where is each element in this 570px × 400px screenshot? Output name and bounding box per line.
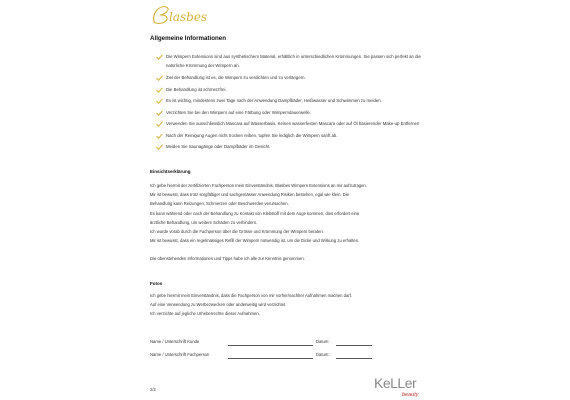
consent-text bbox=[150, 181, 430, 245]
gold-check-icon bbox=[156, 98, 163, 104]
signature-label: Name / Unterschrift Fachperson bbox=[150, 352, 210, 357]
acknowledgement-line: Die obenstehenden Informationen und Tipps habe ich alle zur Kenntnis genommen. bbox=[150, 256, 305, 261]
gold-check-icon bbox=[156, 121, 163, 127]
info-item-text: Die Wimpern Extensions sind aus synthetischem Material, erhältlich in unterschiedlichen Krümmungen. Sie passen sich perfekt an die natürliche Krümmung der Wimpern an. bbox=[166, 54, 421, 68]
date-label: Datum: bbox=[316, 352, 330, 357]
date-line[interactable] bbox=[336, 345, 372, 346]
info-item bbox=[166, 109, 424, 118]
consent-heading: Einsichtserklärung bbox=[150, 169, 191, 174]
photos-line: Auf eine Verwendung zu Werbezwecken oder anderweitig wird verzichtet. bbox=[150, 302, 287, 308]
signature-row-customer bbox=[150, 339, 390, 348]
gold-check-icon bbox=[156, 110, 163, 116]
signature-row-specialist bbox=[150, 352, 390, 361]
gold-check-icon bbox=[156, 87, 163, 93]
date-label: Datum: bbox=[316, 339, 330, 344]
info-item-text: Verwenden Sie ausschliesslich Mascara auf Wasserbasis. Keinen wasserfesten Mascara oder auf Öl basierender Make-up Entferner! bbox=[166, 121, 420, 126]
photos-line: Ich gebe hiermit mein Einverständnis, dass die Fachperson von mir vorher/nachher Aufnahmen machen darf. bbox=[150, 293, 353, 298]
signature-line[interactable] bbox=[228, 345, 313, 346]
photos-text bbox=[150, 291, 430, 319]
gold-check-icon bbox=[156, 144, 163, 150]
info-list bbox=[166, 53, 424, 152]
consent-line: Mir ist bewusst, dass trotz sorgfältiger und sachgemässer Anwendung Risiken bestehen, egal wie klein. Die bbox=[150, 192, 350, 198]
brand-subtitle: beauty bbox=[402, 392, 419, 398]
info-item bbox=[166, 86, 424, 95]
page-number: 2/2 bbox=[150, 387, 156, 392]
signature-line[interactable] bbox=[228, 358, 313, 359]
gold-check-icon bbox=[156, 54, 163, 60]
blasbes-logo bbox=[150, 2, 218, 28]
blasbes-logo-icon bbox=[150, 2, 218, 28]
info-item bbox=[166, 143, 424, 152]
info-item bbox=[166, 53, 424, 70]
consent-line: Ich gebe hiermit der zertifizierten Fachperson mein Einverständnis, Blasbes Wimpern Extensions an mir aufzutragen. bbox=[150, 183, 367, 188]
info-item-text: Verzichten Sie bei den Wimpern auf eine Färbung oder Wimperndauerwelle. bbox=[166, 109, 311, 115]
photos-line: Ich verzichte auf jegliche Urheberrechte dieser Aufnahmen. bbox=[150, 311, 260, 317]
consent-line: Es kann während oder nach der Behandlung zu Kontakt von Klebstoff mit dem Auge kommen, dies erfordert eine bbox=[150, 210, 360, 216]
consent-line: ärztliche Behandlung, um weitere Schäden zu verhindern. bbox=[150, 219, 258, 225]
consent-line: Ich wurde vorab durch die Fachperson über die Grösse und Krümmung der Wimpern beraten. bbox=[150, 229, 324, 235]
gold-check-icon bbox=[156, 133, 163, 139]
svg-text:lasbes: lasbes bbox=[169, 10, 208, 24]
info-item bbox=[166, 120, 424, 129]
consent-line: Behandlung kann Reizungen, Schmerzen oder Beschwerden verursachen. bbox=[150, 201, 289, 207]
info-item bbox=[166, 132, 424, 141]
info-item-text: Die Behandlung ist schmerzfrei. bbox=[166, 86, 227, 92]
consent-line: Mir ist bewusst, dass ein regelmässiges Refill der Wimpern notwendig ist, um die Dicke und Wirkung zu erhalten. bbox=[150, 238, 360, 244]
date-line[interactable] bbox=[336, 358, 372, 359]
page-title: Allgemeine Informationen bbox=[150, 35, 226, 42]
info-item-text: Meiden Sie Saunagänge oder Dampfbäder im Gesicht. bbox=[166, 144, 271, 149]
gold-check-icon bbox=[156, 75, 163, 81]
signature-label: Name / Unterschrift Kunde bbox=[150, 339, 200, 344]
info-item-text: Ziel der Behandlung ist es, die Wimpern zu verdichten und zu verlängern. bbox=[166, 75, 306, 80]
photos-heading: Fotos bbox=[150, 281, 163, 286]
info-item bbox=[166, 74, 424, 83]
acknowledgement-text bbox=[150, 254, 430, 263]
brand-name: KeLLer bbox=[374, 375, 417, 391]
info-item-text: Nach der Reinigung Augen nicht trocken reiben, tupfen Sie lediglich die Wimpern sanft ab. bbox=[166, 132, 338, 138]
keller-beauty-logo bbox=[374, 375, 430, 399]
info-item bbox=[166, 97, 424, 106]
info-item-text: Es ist wichtig, mindestens zwei Tage nach der Anwendung Dampfbäder, Heißwasser und Schwimmen zu meiden. bbox=[166, 98, 382, 103]
